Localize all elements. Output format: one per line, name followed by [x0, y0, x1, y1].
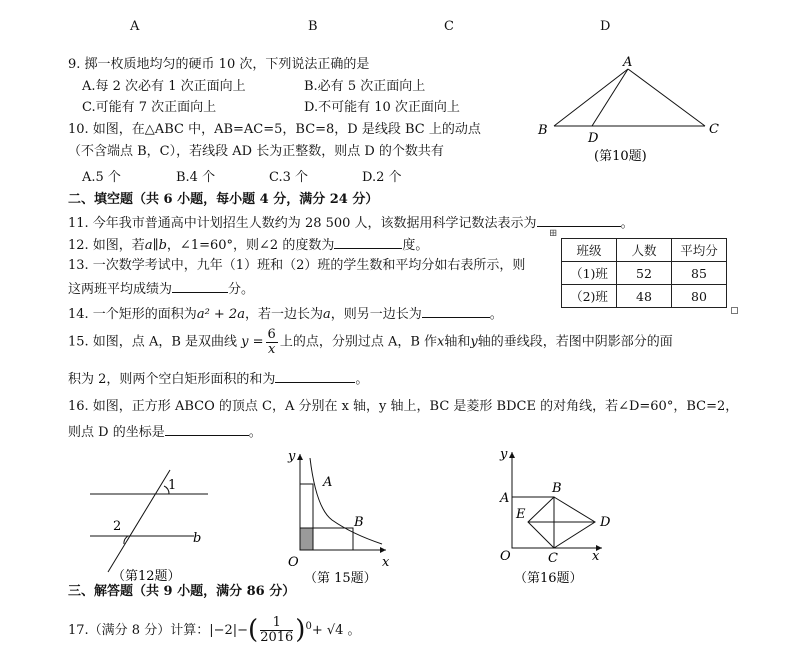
table-header-average: 平均分: [672, 239, 727, 262]
top-option-a: A: [130, 19, 140, 34]
fig16-caption: （第16题）: [514, 571, 583, 586]
figure-15-hyperbola: [282, 448, 400, 588]
q10-option-d: D.2 个: [362, 170, 402, 185]
q14-mid2: ，则另一边长为: [330, 307, 422, 322]
table-header-row: [562, 239, 727, 262]
fig10-caption: (第10题): [594, 149, 647, 164]
fig12-caption: （第12题）: [112, 569, 181, 584]
fig10-label-c: C: [709, 122, 719, 137]
q10-option-a: A.5 个: [82, 170, 121, 185]
table-cell: 85: [672, 262, 727, 285]
q15-end: 。: [355, 372, 369, 387]
fig10-label-b: B: [538, 123, 548, 138]
q10-option-c: C.3 个: [269, 170, 309, 185]
table-header-count: 人数: [617, 239, 672, 262]
table-cell: 48: [617, 285, 672, 308]
q17-right-paren: ): [295, 615, 306, 645]
q16-line2: [68, 424, 262, 439]
q12-end: 度。: [402, 238, 429, 253]
q15-fraction: [266, 328, 278, 356]
q14-answer-blank[interactable]: [422, 306, 490, 318]
fig16-y-axis-label: y: [500, 447, 508, 462]
figure-10-triangle: [530, 52, 730, 170]
q15-line2: [68, 371, 368, 386]
q12-line-b: b: [158, 238, 167, 253]
score-table: [561, 238, 727, 308]
q14-pre: 14. 一个矩形的面积为: [68, 307, 197, 322]
fig16-point-e-label: E: [516, 507, 526, 522]
table-row: [562, 285, 727, 308]
q17-exponent: 0: [305, 620, 312, 632]
q12-line-a: a: [144, 238, 153, 253]
q15-line1: [68, 328, 673, 356]
top-option-d: D: [600, 19, 611, 34]
q15-x: x: [437, 334, 445, 350]
q15-numerator: 6: [267, 327, 276, 342]
top-option-b: B: [308, 19, 318, 34]
q17-fraction: [260, 616, 293, 644]
q10-line2: （不含端点 B，C），若线段 AD 长为正整数，则点 D 的个数共有: [68, 144, 444, 159]
q9-option-b: B.必有 5 次正面向上: [304, 79, 426, 94]
table-cell: 52: [617, 262, 672, 285]
q15-answer-blank[interactable]: [275, 371, 355, 383]
table-cell: （2)班: [562, 285, 617, 308]
q9-stem: 9. 掷一枚质地均匀的硬币 10 次，下列说法正确的是: [68, 57, 370, 72]
fig12-angle-2-label: 2: [113, 519, 122, 534]
fig15-origin-label: O: [288, 555, 299, 570]
fig15-x-axis-label: x: [382, 555, 390, 570]
q11-answer-blank[interactable]: [537, 215, 621, 227]
q15-y-equals: y =: [241, 334, 264, 350]
top-option-c: C: [444, 19, 454, 34]
fig15-point-a-label: A: [323, 475, 333, 490]
table-resize-handle-icon[interactable]: [731, 307, 738, 314]
q15-pre: 15. 如图，点 A，B 是双曲线: [68, 334, 238, 350]
q13-answer-blank[interactable]: [172, 281, 228, 293]
section-2-heading: 二、填空题（共 6 小题，每小题 4 分，满分 24 分）: [68, 192, 379, 207]
table-row: [562, 262, 727, 285]
fig16-point-a-label: A: [500, 491, 510, 506]
table-move-handle-icon[interactable]: ⊞: [549, 228, 558, 239]
q16-line2-text: 则点 D 的坐标是: [68, 425, 165, 440]
q12-parallel: ∥: [152, 238, 159, 253]
q9-option-d: D.不可能有 10 次正面向上: [304, 100, 460, 115]
q12-answer-blank[interactable]: [334, 237, 402, 249]
q12: [68, 237, 428, 252]
q14-var-a: a: [322, 307, 331, 322]
q15-post2: 轴和: [444, 334, 471, 350]
q13-line2-text: 这两班平均成绩为: [68, 282, 173, 297]
q15-post: 上的点，分别过点 A，B 作: [279, 334, 438, 350]
q14-mid: ，若一边长为: [244, 307, 323, 322]
fig16-point-d-label: D: [600, 515, 611, 530]
q16-line1: 16. 如图，正方形 ABCO 的顶点 C，A 分别在 x 轴，y 轴上，BC 是菱形 BDCE 的对角线，若∠D=60°，BC=2，: [68, 399, 739, 414]
fig16-point-c-label: C: [548, 551, 558, 566]
q13-end: 分。: [228, 282, 255, 297]
table-header-class: 班级: [562, 239, 617, 262]
fig10-label-d: D: [588, 131, 599, 146]
fig12-line-b-label: b: [193, 531, 202, 546]
fig15-point-b-label: B: [354, 515, 364, 530]
q15-denominator: x: [268, 341, 276, 357]
fig10-label-a: A: [623, 55, 633, 70]
fig15-caption: （第 15题）: [304, 571, 377, 586]
table-cell: 80: [672, 285, 727, 308]
fig12-angle-1-label: 1: [168, 478, 177, 493]
table-cell: （1)班: [562, 262, 617, 285]
q17-pre: 17.（满分 8 分）计算：: [68, 623, 210, 639]
q17-denominator: 2016: [260, 630, 294, 646]
q16-answer-blank[interactable]: [165, 424, 249, 436]
q14: [68, 306, 503, 321]
q17-post: + √4 。: [311, 623, 361, 639]
q14-end: 。: [489, 307, 503, 322]
section-3-heading: 三、解答题（共 9 小题，满分 86 分）: [68, 584, 296, 599]
q13-line1: 13. 一次数学考试中，九年（1）班和（2）班的学生数和平均分如右表所示，则: [68, 258, 526, 273]
q10-line1: 10. 如图，在△ABC 中，AB=AC=5，BC=8，D 是线段 BC 上的动点: [68, 122, 481, 137]
q17: [68, 615, 361, 646]
q16-end: 。: [248, 425, 262, 440]
fig15-y-axis-label: y: [288, 449, 296, 464]
q15-line2-text: 积为 2，则两个空白矩形面积的和为: [68, 372, 276, 387]
q13-line2: [68, 281, 254, 296]
fig16-origin-label: O: [500, 549, 511, 564]
q15-y: y: [470, 334, 478, 350]
q17-abs: |−2|−: [209, 623, 249, 639]
q12-pre: 12. 如图，若: [68, 238, 145, 253]
q12-mid: ，∠1=60°，则∠2 的度数为: [166, 238, 335, 253]
q17-left-paren: (: [248, 615, 259, 645]
q9-option-a: A.每 2 次必有 1 次正面向上: [82, 79, 246, 94]
figure-16-square-rhombus: [490, 440, 640, 590]
q9-option-c: C.可能有 7 次正面向上: [82, 100, 217, 115]
q11-text: 11. 今年我市普通高中计划招生人数约为 28 500 人，该数据用科学记数法表示为: [68, 216, 537, 231]
q11-end: 。: [620, 216, 634, 231]
q17-numerator: 1: [260, 616, 293, 631]
q14-expression: a² + 2a: [196, 307, 245, 322]
fig16-point-b-label: B: [552, 481, 562, 496]
q15-post3: 轴的垂线段，若图中阴影部分的面: [477, 334, 673, 350]
figure-12-parallel-lines: [80, 462, 220, 588]
fig16-x-axis-label: x: [592, 549, 600, 564]
q10-option-b: B.4 个: [176, 170, 216, 185]
